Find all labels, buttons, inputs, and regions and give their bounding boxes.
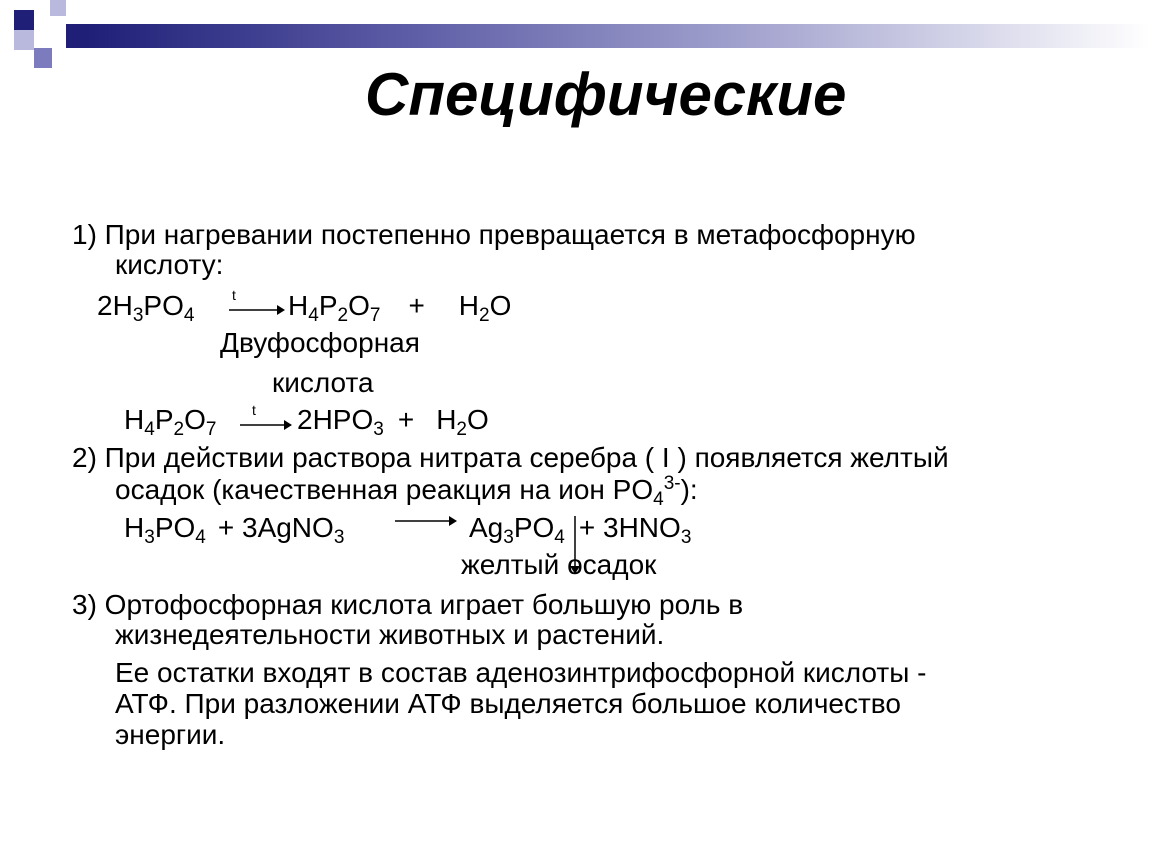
corner-square-dark-2 [66, 24, 86, 48]
corner-square-dark [14, 10, 34, 30]
item3-para-line3: энергии. [115, 719, 226, 750]
item3-line2: жизнедеятельности животных и растений. [115, 619, 665, 650]
equation-3-right: $Ag_3PO_4 + 3HNO_3$ [469, 512, 692, 548]
equation-2-right: $2HPO_3 + H_2O$ [297, 404, 489, 440]
corner-square-mid [34, 48, 52, 68]
item1-line1: 1) При нагревании постепенно превращается в метафосфорную [72, 219, 916, 250]
reaction-arrow-1 [229, 303, 285, 317]
corner-square-light [50, 0, 66, 16]
equation-1-left: $2H_3PO_4$ [97, 290, 195, 326]
header-gradient-bar [86, 24, 1150, 48]
item2-line2: осадок (качественная реакция на ион $PO_4^{3-}$): [115, 473, 698, 510]
reaction-arrow-3 [395, 514, 457, 528]
item3-para-line2: АТФ. При разложении АТФ выделяется большое количество [115, 688, 901, 719]
condition-heat-label-1: t [232, 287, 236, 303]
precipitate-label: желтый осадок [461, 549, 657, 580]
condition-heat-label-2: t [252, 402, 256, 418]
product-name-line1: Двуфосфорная [220, 327, 420, 358]
item2-line1: 2) При действии раствора нитрата серебра ( I ) появляется желтый [72, 442, 949, 473]
item3-line1: 3) Ортофосфорная кислота играет большую роль в [72, 589, 744, 620]
item1-line2: кислоту: [115, 249, 224, 280]
product-name-line2: кислота [272, 367, 374, 398]
item3-para-line1: Ее остатки входят в состав аденозинтрифосфорной кислоты - [115, 657, 927, 688]
equation-3-left: $H_3PO_4$ + 3AgNO$_3$ [124, 512, 345, 548]
reaction-arrow-2 [240, 418, 292, 432]
slide-title: Специфические [365, 61, 847, 128]
equation-1-right: $H_4P_2O_7 + H_2O$ [288, 290, 512, 326]
equation-2-left: $H_4P_2O_7$ [124, 404, 217, 440]
corner-square-light-2 [14, 30, 34, 50]
